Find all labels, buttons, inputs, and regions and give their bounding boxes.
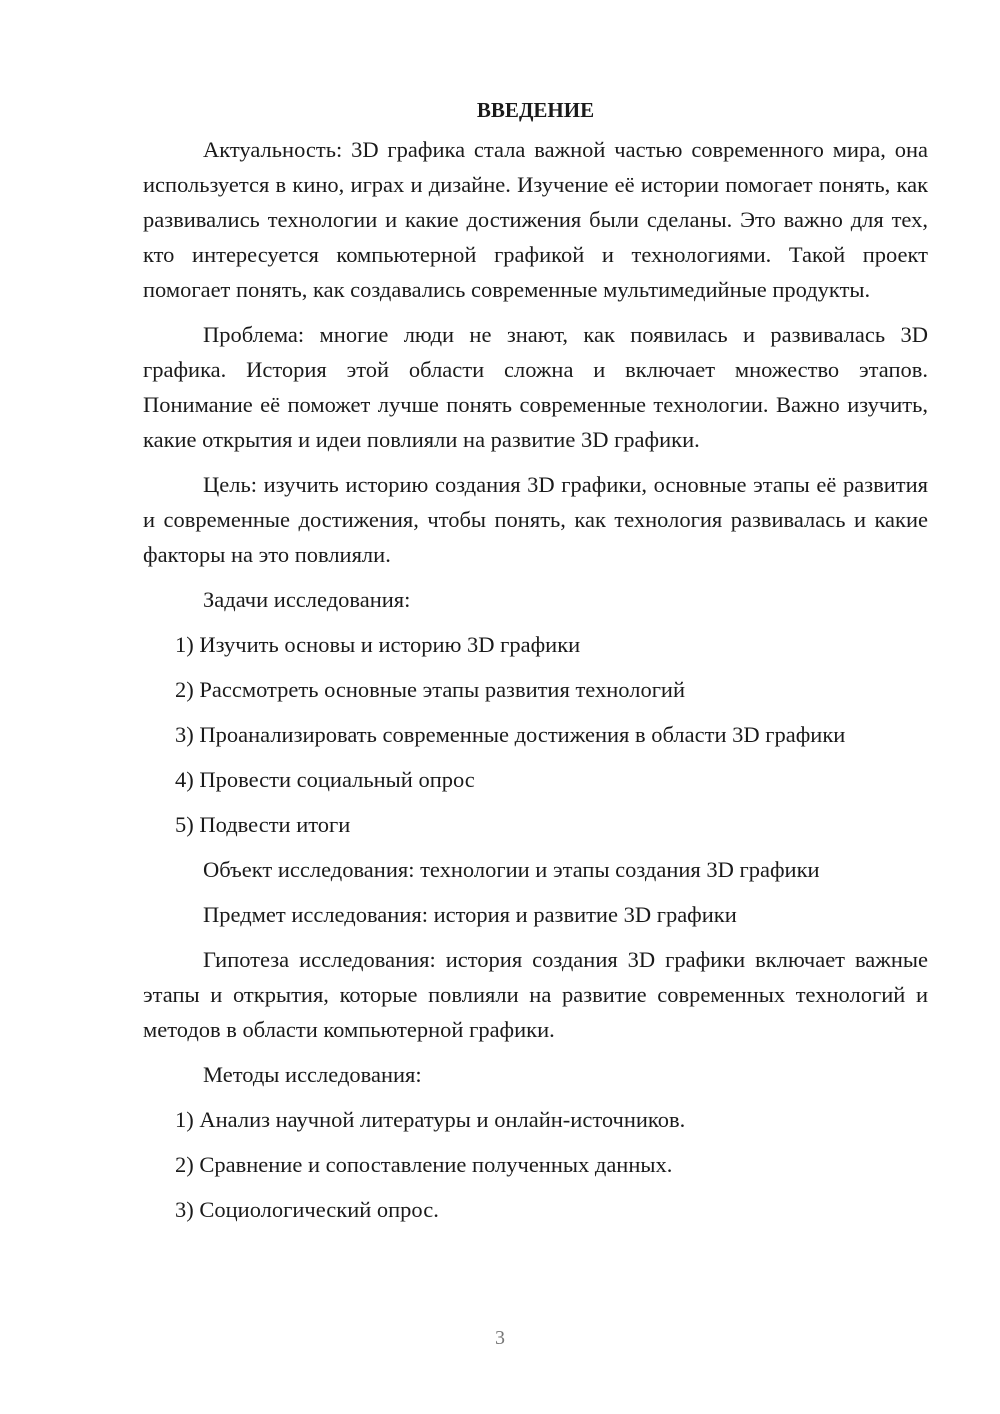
document-page: [143, 95, 928, 1237]
methods-heading: Методы исследования:: [203, 1062, 422, 1087]
methods-list: [143, 1102, 928, 1227]
subject-line: Предмет исследования: история и развитие 3D графики: [203, 902, 737, 927]
problem-paragraph: Проблема: многие люди не знают, как появилась и развивалась 3D графика. История этой области сложна и включает множество этапов. Понимание её поможет лучше понять современные технологии. Важно изучить, какие открытия и идеи повлияли на развитие 3D графики.: [143, 322, 928, 452]
task-item: 1) Изучить основы и историю 3D графики: [175, 632, 581, 657]
method-item: 1) Анализ научной литературы и онлайн-источников.: [175, 1107, 686, 1132]
task-item: 4) Провести социальный опрос: [175, 767, 475, 792]
tasks-heading: Задачи исследования:: [203, 587, 411, 612]
task-item: 5) Подвести итоги: [175, 812, 351, 837]
task-item: 2) Рассмотреть основные этапы развития технологий: [175, 677, 686, 702]
task-item: 3) Проанализировать современные достижения в области 3D графики: [175, 722, 846, 747]
relevance-paragraph: Актуальность: 3D графика стала важной частью современного мира, она используется в кино, играх и дизайне. Изучение её истории помогает понять, как развивались технологии и какие достижения были сделаны. Это важно для тех, кто интересуется компьютерной графикой и технологиями. Такой проект помогает понять, как создавались современные мультимедийные продукты.: [143, 137, 928, 302]
page-number: 3: [495, 1327, 505, 1349]
method-item: 2) Сравнение и сопоставление полученных данных.: [175, 1152, 673, 1177]
goal-paragraph: Цель: изучить историю создания 3D графики, основные этапы её развития и современные достижения, чтобы понять, как технология развивалась и какие факторы на это повлияли.: [143, 472, 928, 567]
object-line: Объект исследования: технологии и этапы создания 3D графики: [203, 857, 820, 882]
section-title: ВВЕДЕНИЕ: [476, 98, 595, 122]
tasks-list: [143, 627, 928, 842]
hypothesis-paragraph: Гипотеза исследования: история создания 3D графики включает важные этапы и открытия, которые повлияли на развитие современных технологий и методов в области компьютерной графики.: [143, 947, 928, 1042]
method-item: 3) Социологический опрос.: [175, 1197, 439, 1222]
